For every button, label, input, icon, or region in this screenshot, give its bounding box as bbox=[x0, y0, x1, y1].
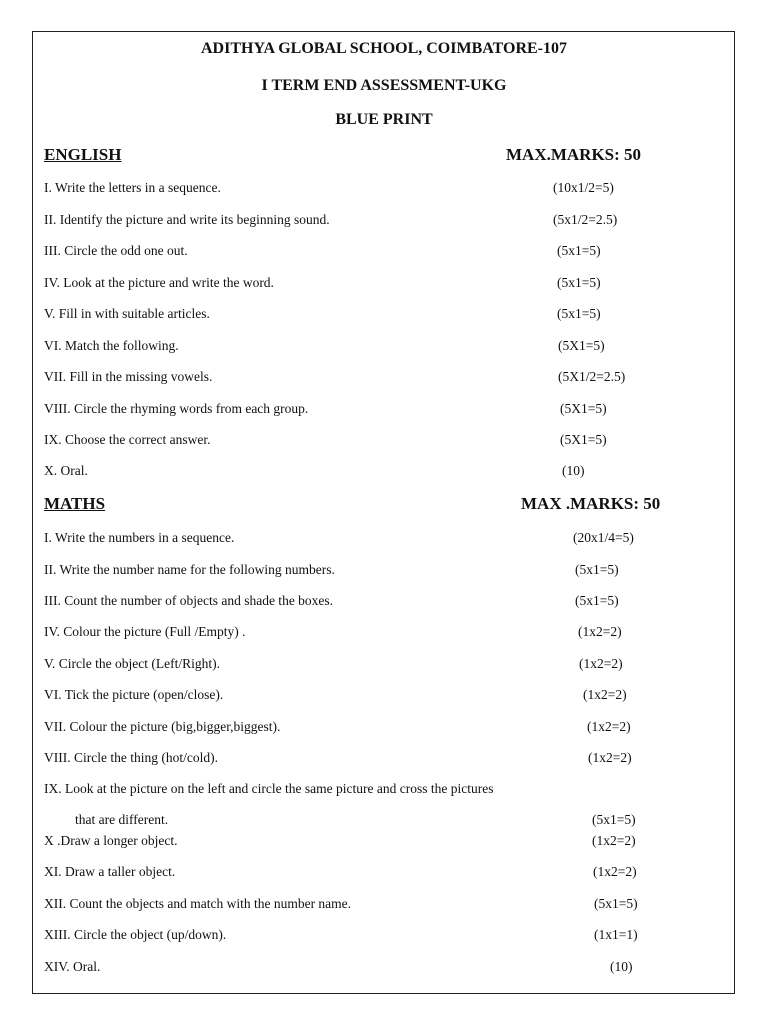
english-question-text: II. Identify the picture and write its beginning sound. bbox=[44, 212, 330, 227]
maths-question-text: VII. Colour the picture (big,bigger,biggest). bbox=[44, 719, 281, 734]
maths-question-marks: (1x2=2) bbox=[592, 833, 636, 848]
english-question-text: X. Oral. bbox=[44, 463, 88, 478]
maths-question-text: VIII. Circle the thing (hot/cold). bbox=[44, 750, 218, 765]
assessment-title: I TERM END ASSESSMENT-UKG bbox=[261, 77, 507, 94]
maths-question-marks: (5x1=5) bbox=[592, 812, 636, 827]
maths-question-text: XII. Count the objects and match with the number name. bbox=[44, 896, 352, 911]
english-question-marks: (5x1=5) bbox=[557, 243, 601, 258]
maths-question-marks: (5x1=5) bbox=[575, 593, 619, 608]
english-question-text: VIII. Circle the rhyming words from each group. bbox=[44, 401, 309, 416]
english-question-marks: (5X1=5) bbox=[558, 338, 605, 353]
english-heading: ENGLISH bbox=[44, 145, 122, 164]
school-name: ADITHYA GLOBAL SCHOOL, COIMBATORE-107 bbox=[201, 40, 567, 57]
maths-question-marks: (1x2=2) bbox=[579, 656, 623, 671]
maths-question-text: XIII. Circle the object (up/down). bbox=[44, 927, 227, 942]
maths-question-text: XI. Draw a taller object. bbox=[44, 864, 176, 879]
maths-question-marks: (5x1=5) bbox=[575, 562, 619, 577]
english-question-marks: (5x1=5) bbox=[557, 306, 601, 321]
maths-question-marks: (1x2=2) bbox=[578, 624, 622, 639]
english-max-marks: MAX.MARKS: 50 bbox=[506, 145, 642, 164]
maths-question-text: that are different. bbox=[75, 812, 169, 827]
maths-question-marks: (1x2=2) bbox=[583, 687, 627, 702]
maths-question-marks: (1x2=2) bbox=[593, 864, 637, 879]
english-question-text: VII. Fill in the missing vowels. bbox=[44, 369, 213, 384]
english-question-marks: (5X1/2=2.5) bbox=[558, 369, 626, 384]
english-question-marks: (5x1/2=2.5) bbox=[553, 212, 618, 227]
english-question-marks: (10x1/2=5) bbox=[553, 180, 614, 195]
maths-question-text: X .Draw a longer object. bbox=[44, 833, 178, 848]
maths-question-text: XIV. Oral. bbox=[44, 959, 101, 974]
english-question-text: I. Write the letters in a sequence. bbox=[44, 180, 221, 195]
maths-question-text: I. Write the numbers in a sequence. bbox=[44, 530, 235, 545]
english-question-text: V. Fill in with suitable articles. bbox=[44, 306, 210, 321]
maths-question-text: VI. Tick the picture (open/close). bbox=[44, 687, 224, 702]
maths-question-marks: (5x1=5) bbox=[594, 896, 638, 911]
english-question-text: VI. Match the following. bbox=[44, 338, 179, 353]
maths-heading: MATHS bbox=[44, 494, 106, 513]
maths-question-text: II. Write the number name for the following numbers. bbox=[44, 562, 335, 577]
english-question-text: III. Circle the odd one out. bbox=[44, 243, 188, 258]
english-question-text: IV. Look at the picture and write the word. bbox=[44, 275, 274, 290]
maths-question-marks: (1x1=1) bbox=[594, 927, 638, 942]
english-question-text: IX. Choose the correct answer. bbox=[44, 432, 211, 447]
maths-question-marks: (1x2=2) bbox=[587, 719, 631, 734]
english-question-marks: (5X1=5) bbox=[560, 432, 607, 447]
english-question-marks: (5X1=5) bbox=[560, 401, 607, 416]
maths-question-text: IV. Colour the picture (Full /Empty) . bbox=[44, 624, 246, 639]
maths-question-text: III. Count the number of objects and shade the boxes. bbox=[44, 593, 334, 608]
maths-question-marks: (1x2=2) bbox=[588, 750, 632, 765]
maths-question-marks: (10) bbox=[610, 959, 633, 974]
maths-max-marks: MAX .MARKS: 50 bbox=[521, 494, 661, 513]
document-title: BLUE PRINT bbox=[335, 111, 433, 128]
maths-question-text: V. Circle the object (Left/Right). bbox=[44, 656, 220, 671]
english-question-marks: (5x1=5) bbox=[557, 275, 601, 290]
maths-question-text: IX. Look at the picture on the left and circle the same picture and cross the pictures bbox=[44, 781, 494, 796]
english-question-marks: (10) bbox=[562, 463, 585, 478]
maths-question-marks: (20x1/4=5) bbox=[573, 530, 634, 545]
